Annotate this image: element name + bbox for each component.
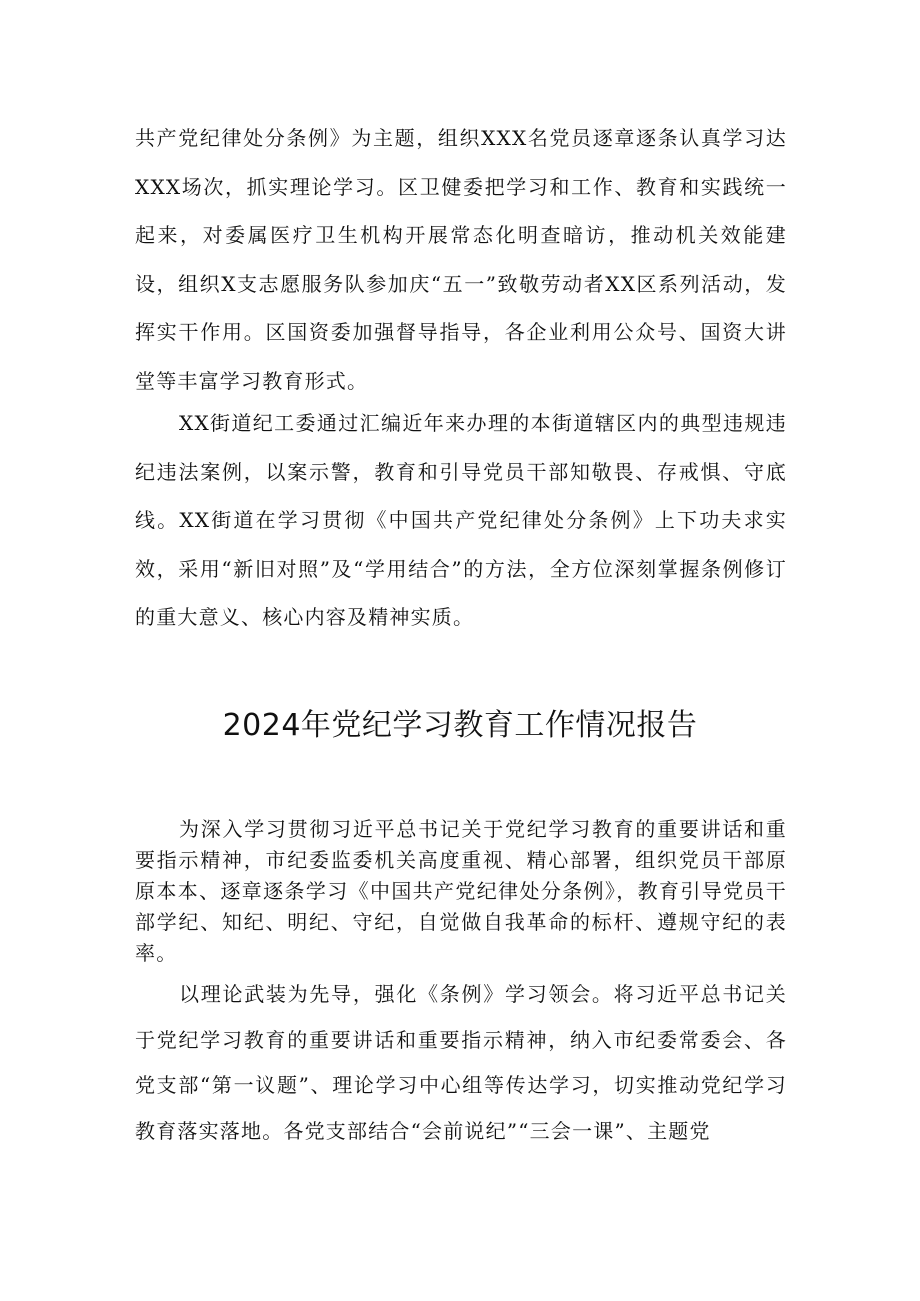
report-theory-paragraph: 以理论武装为先导，强化《条例》学习领会。将习近平总书记关于党纪学习教育的重要讲话和重要指示精神，纳入市纪委常委会、各党支部“第一议题”、理论学习中心组等传达学习，切实推动党纪学习教育落实落地。各党支部结合“会前说纪”“三会一课”、主题党 <box>135 982 787 1143</box>
report-title: 2024年党纪学习教育工作情况报告 <box>222 708 698 743</box>
paragraph-continued: 共产党纪律处分条例》为主题，组织XXX名党员逐章逐条认真学习达XXX场次，抓实理论学习。区卫健委把学习和工作、教育和实践统一起来，对委属医疗卫生机构开展常态化明查暗访，推动机关效能建设，组织X支志愿服务队参加庆“五一”致敬劳动者XX区系列活动，发挥实干作用。区国资委加强督导指导，各企业利用公众号、国资大讲堂等丰富学习教育形式。 <box>135 126 787 393</box>
paragraph-street-committee: XX街道纪工委通过汇编近年来办理的本街道辖区内的典型违规违纪违法案例，以案示警，教育和引导党员干部知敬畏、存戒惧、守底线。XX街道在学习贯彻《中国共产党纪律处分条例》上下功夫求实效，采用“新旧对照”及“学用结合”的方法，全方位深刻掌握条例修订的重大意义、核心内容及精神实质。 <box>135 411 787 630</box>
report-intro-paragraph: 为深入学习贯彻习近平总书记关于党纪学习教育的重要讲话和重要指示精神，市纪委监委机关高度重视、精心部署，组织党员干部原原本本、逐章逐条学习《中国共产党纪律处分条例》，教育引导党员干部学纪、知纪、明纪、守纪，自觉做自我革命的标杆、遵规守纪的表率。 <box>135 817 787 965</box>
